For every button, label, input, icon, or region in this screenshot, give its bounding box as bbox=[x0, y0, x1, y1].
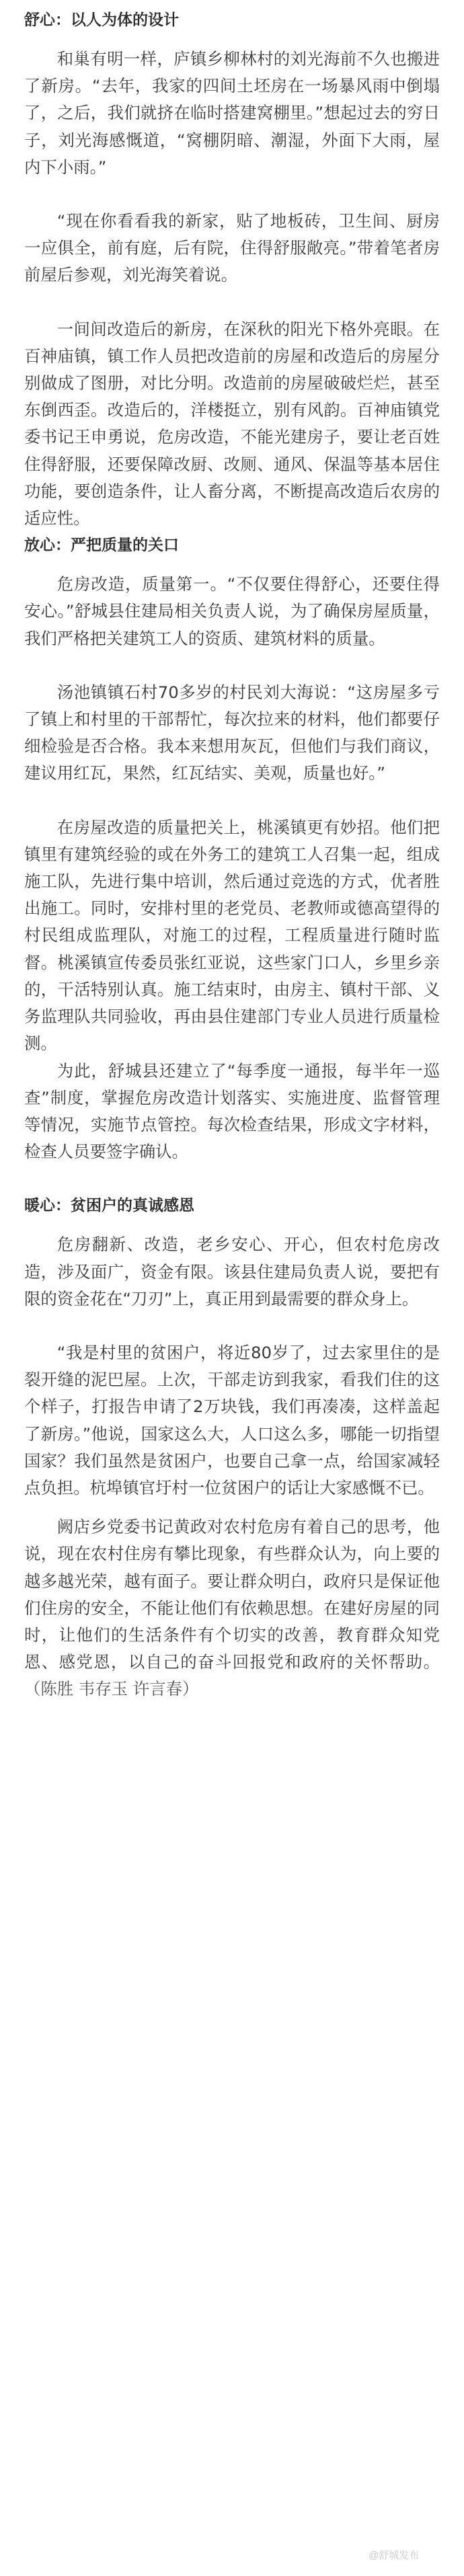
paragraph: 和巢有明一样，庐镇乡柳林村的刘光海前不久也搬进了新房。“去年，我家的四间土坯房在一场暴风雨中倒塌了，之后，我们就挤在临时搭建窝棚里。”想起过去的穷日子，刘光海感慨道，“窝棚阴暗、潮湿，外面下大雨，屋内下小雨。” bbox=[24, 49, 440, 177]
paragraph bbox=[24, 1514, 440, 1703]
section-quality bbox=[24, 532, 440, 1192]
section-heading: 暖心：贫困户的真诚感恩 bbox=[24, 1197, 194, 1215]
paragraph: 一间间改造后的新房，在深秋的阳光下格外亮眼。在百神庙镇，镇工作人员把改造前的房屋和改造后的房屋分别做成了图册，对比分明。改造前的房屋破破烂烂，甚至东倒西歪。改造后的，洋楼挺立，别有风韵。百神庙镇党委书记王申勇说，危房改造，不能光建房子，要让老百姓住得舒服，还要保障改厨、改厕、通风、保温等基本居住功能，要创造条件，让人畜分离，不断提高改造后农房的适应性。 bbox=[24, 319, 440, 529]
paragraph: 为此，舒城县还建立了“每季度一通报，每半年一巡查”制度，掌握危房改造计划落实、实施进度、监督管理等情况，实施节点管控。每次检查结果，形成文字材料，检查人员要签字确认。 bbox=[24, 1060, 440, 1162]
watermark: @舒城发布 bbox=[369, 2550, 420, 2561]
paragraph: “我是村里的贫困户，将近80岁了，过去家里住的是裂开缝的泥巴屋。上次，干部走访到我家，看我们住的这个样子，打报告申请了2万块钱，我们再凑凑，这样盖起了新房。”他说，国家这么大，人口这么多，哪能一切指望国家？我们虽然是贫困户，也要自己拿一点，给国家减轻点负担。杭埠镇官圩村一位贫困户的话让大家感慨不已。 bbox=[24, 1342, 440, 1497]
section-comfort bbox=[24, 7, 440, 532]
paragraph: 危房改造，质量第一。“不仅要住得舒心，还要住得安心。”舒城县住建局相关负责人说，为了确保房屋质量，我们严格把关建筑工人的资质、建筑材料的质量。 bbox=[24, 574, 440, 648]
section-heading: 舒心：以人为体的设计 bbox=[24, 11, 179, 29]
author-credit: （陈胜 韦存玉 许言春） bbox=[24, 1679, 199, 1699]
section-gratitude bbox=[24, 1192, 440, 1703]
paragraph: “现在你看看我的新家，贴了地板砖，卫生间、厨房一应俱全，前有庭，后有院，住得舒服敞亮。”带着笔者房前屋后参观，刘光海笑着说。 bbox=[24, 211, 440, 285]
paragraph: 汤池镇镇石村70多岁的村民刘大海说：“这房屋多亏了镇上和村里的干部帮忙，每次拉来的材料，他们都要仔细检验是否合格。我本来想用灰瓦，但他们与我们商议，建议用红瓦，果然，红瓦结实、美观，质量也好。” bbox=[24, 682, 440, 783]
paragraph: 在房屋改造的质量把关上，桃溪镇更有妙招。他们把镇里有建筑经验的或在外务工的建筑工人召集一起，组成施工队，先进行集中培训，然后通过竞选的方式，优者胜出施工。同时，安排村里的老党员、老教师或德高望得的村民组成监理队，对施工的过程，工程质量进行随时监督。桃溪镇宣传委员张红亚说，这些家门口人，乡里乡亲的，干活特别认真。施工结束时，由房主、镇村干部、义务监理队共同验收，再由县住建部门专业人员进行质量检测。 bbox=[24, 817, 440, 1054]
paragraph-text: 阙店乡党委书记黄政对农村危房有着自己的思考，他说，现在农村住房有攀比现象，有些群众认为，向上要的越多越光荣，越有面子。要让群众明白，政府只是保证他们住房的安全，不能让他们有依赖思想。在建好房屋的同时，让他们的生活条件有个切实的改善，教育群众知党恩、感党恩，以自己的奋斗回报党和政府的关怀帮助。 bbox=[24, 1517, 440, 1672]
section-heading: 放心：严把质量的关口 bbox=[24, 537, 179, 555]
paragraph: 危房翻新、改造，老乡安心、开心，但农村危房改造，涉及面广，资金有限。该县住建局负责人说，要把有限的资金花在“刀刃”上，真正用到最需要的群众身上。 bbox=[24, 1235, 440, 1309]
